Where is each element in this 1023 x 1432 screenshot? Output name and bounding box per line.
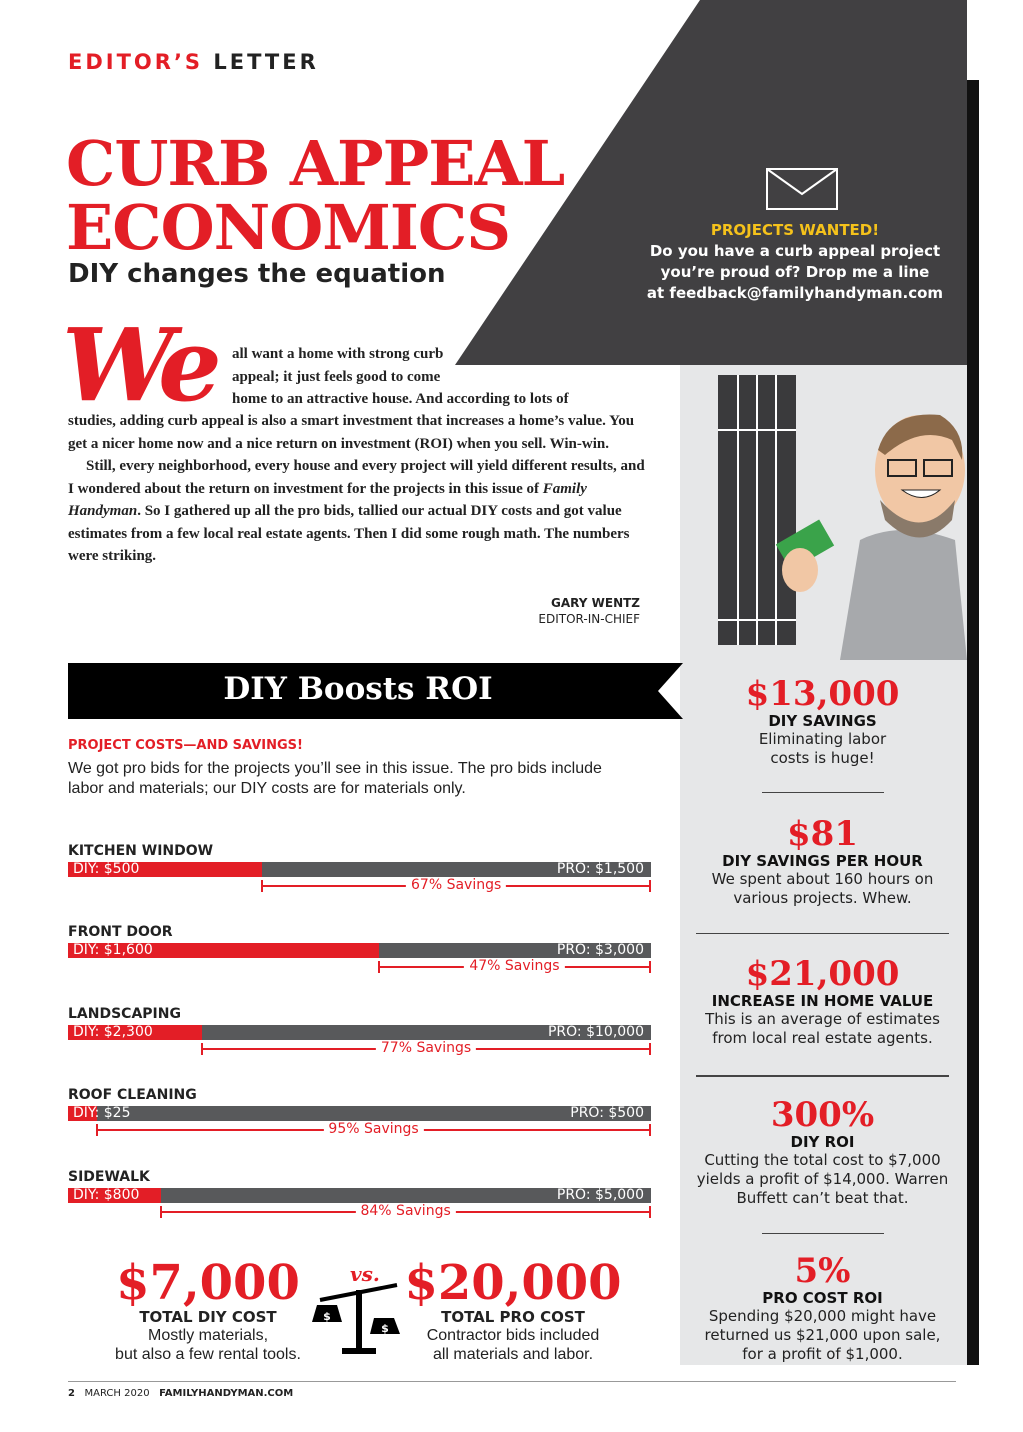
project-name: LANDSCAPING	[68, 1006, 181, 1022]
feedback-email-link[interactable]: at feedback@familyhandyman.com	[646, 284, 944, 302]
diy-label: DIY: $2,300	[73, 1024, 153, 1040]
pro-bar	[68, 862, 651, 877]
roi-banner	[68, 663, 683, 719]
magazine-name: Family Handyman	[68, 480, 587, 519]
savings-label: 77% Savings	[376, 1040, 476, 1056]
pro-bar	[68, 943, 651, 958]
pro-bar	[68, 1106, 651, 1121]
drop-cap: We	[62, 306, 214, 424]
pro-bar	[68, 1188, 651, 1203]
project-row	[68, 843, 651, 923]
total-diy-label: TOTAL DIY COST	[139, 1308, 277, 1326]
section-description: We got pro bids for the projects you’ll see in this issue. The pro bids include labor and materials; our DIY costs are for materials only.	[68, 760, 602, 797]
page-title	[66, 127, 565, 264]
issue-date: MARCH 2020	[84, 1388, 150, 1399]
stat-label: PRO COST ROI	[762, 1289, 883, 1307]
letter-intro	[232, 343, 652, 411]
divider	[762, 792, 884, 793]
stat-value: 300%	[770, 1095, 875, 1135]
stat-block	[690, 676, 955, 768]
projects-wanted-text: Do you have a curb appeal project	[649, 242, 941, 260]
total-diy-desc: Mostly materials,	[147, 1327, 269, 1344]
projects-wanted-heading: PROJECTS WANTED!	[710, 221, 880, 239]
total-pro	[398, 1255, 628, 1364]
author-title: EDITOR-IN-CHIEF	[538, 612, 640, 626]
pro-label: PRO: $1,500	[556, 861, 644, 877]
project-name: ROOF CLEANING	[68, 1087, 197, 1103]
pro-bar	[68, 1025, 651, 1040]
subtitle: DIY changes the equation	[68, 259, 446, 289]
project-row	[68, 1006, 651, 1086]
total-pro-label: TOTAL PRO COST	[441, 1308, 585, 1326]
project-name: FRONT DOOR	[68, 924, 173, 940]
stat-block	[690, 1097, 955, 1208]
letter-line: home to an attractive house. And according to lots of	[232, 391, 569, 407]
stat-desc: We spent about 160 hours on various projects. Whew.	[711, 870, 934, 907]
stat-desc: Eliminating labor costs is huge!	[758, 730, 887, 767]
savings-bracket	[96, 1123, 651, 1137]
pro-label: PRO: $500	[570, 1105, 644, 1121]
diy-label: DIY: $800	[73, 1187, 140, 1203]
stat-desc: Spending $20,000 might have returned us $21,000 upon sale, for a profit of $1,000.	[704, 1307, 941, 1363]
project-row	[68, 924, 651, 1004]
footer	[68, 1388, 293, 1399]
svg-text:$: $	[381, 1322, 389, 1335]
stat-label: INCREASE IN HOME VALUE	[711, 992, 934, 1010]
pro-label: PRO: $5,000	[556, 1187, 644, 1203]
divider	[696, 933, 949, 934]
total-pro-desc: all materials and labor.	[432, 1346, 594, 1363]
savings-label: 95% Savings	[323, 1121, 423, 1137]
letter-paragraph	[68, 455, 653, 568]
stat-desc: Cutting the total cost to $7,000 yields a profit of $14,000. Warren Buffett can’t beat that.	[696, 1151, 949, 1207]
kicker-red: EDITOR’S	[68, 50, 204, 74]
site-link[interactable]: FAMILYHANDYMAN.COM	[159, 1388, 294, 1399]
savings-label: 67% Savings	[406, 877, 506, 893]
svg-text:$: $	[323, 1310, 331, 1323]
savings-label: 84% Savings	[355, 1203, 455, 1219]
diy-label: DIY: $1,600	[73, 942, 153, 958]
total-pro-desc: Contractor bids included	[426, 1327, 600, 1344]
vs-label: vs.	[350, 1262, 380, 1286]
stat-label: DIY ROI	[790, 1133, 855, 1151]
pro-label: PRO: $3,000	[556, 942, 644, 958]
project-row	[68, 1169, 651, 1249]
page-number: 2	[68, 1388, 75, 1399]
stat-label: DIY SAVINGS PER HOUR	[722, 852, 923, 870]
pro-label: PRO: $10,000	[547, 1024, 644, 1040]
stat-value: $81	[787, 814, 858, 854]
projects-wanted-text: you’re proud of? Drop me a line	[660, 263, 930, 281]
savings-bracket	[261, 879, 651, 893]
stat-block	[690, 1253, 955, 1364]
letter-body	[68, 410, 653, 568]
stat-block	[690, 956, 955, 1048]
editor-illustration	[690, 370, 967, 660]
divider	[762, 1233, 884, 1234]
diy-label: DIY: $500	[73, 861, 140, 877]
title-line: CURB APPEAL	[66, 127, 565, 200]
letter-line: all want a home with strong curb	[232, 346, 444, 362]
savings-label: 47% Savings	[464, 958, 564, 974]
stat-block	[690, 816, 955, 908]
envelope-icon	[766, 168, 838, 210]
savings-bracket	[160, 1205, 651, 1219]
stat-label: DIY SAVINGS	[768, 712, 877, 730]
section-heading: PROJECT COSTS—AND SAVINGS!	[68, 738, 303, 753]
roi-banner-title: DIY Boosts ROI	[223, 671, 493, 707]
page-edge-bar	[967, 80, 979, 1365]
projects-wanted	[640, 220, 950, 304]
total-diy	[88, 1255, 328, 1364]
project-row	[68, 1087, 651, 1167]
diy-label: DIY: $25	[73, 1105, 131, 1121]
savings-bracket	[378, 960, 651, 974]
savings-bracket	[201, 1042, 651, 1056]
total-diy-desc: but also a few rental tools.	[115, 1346, 301, 1363]
text: . So I gathered up all the pro bids, tallied our actual DIY costs and got value estimates from a few local real estate agents. Then I did some rough math. The numbers were striking.	[68, 503, 630, 564]
project-name: KITCHEN WINDOW	[68, 843, 214, 859]
stat-desc: This is an average of estimates from local real estate agents.	[705, 1010, 940, 1047]
title-line: ECONOMICS	[66, 191, 511, 264]
text: Still, every neighborhood, every house and every project will yield different results, and I wondered about the return on investment for the projects in this issue of	[68, 458, 645, 497]
stat-value: 5%	[794, 1251, 851, 1291]
author-name: GARY WENTZ	[551, 596, 640, 610]
letter-paragraph: studies, adding curb appeal is also a smart investment that increases a home’s value. You get a nicer home now and a nice return on investment (ROI) when you sell. Win-win.	[68, 413, 635, 452]
kicker-black: LETTER	[213, 50, 319, 74]
section-kicker	[68, 50, 319, 74]
total-diy-value: $7,000	[116, 1255, 300, 1311]
total-pro-value: $20,000	[404, 1255, 622, 1311]
project-name: SIDEWALK	[68, 1169, 150, 1185]
footer-rule	[68, 1381, 956, 1382]
letter-line: appeal; it just feels good to come	[232, 368, 441, 385]
stat-value: $21,000	[745, 954, 900, 994]
stat-value: $13,000	[745, 674, 900, 714]
divider	[696, 1075, 949, 1077]
